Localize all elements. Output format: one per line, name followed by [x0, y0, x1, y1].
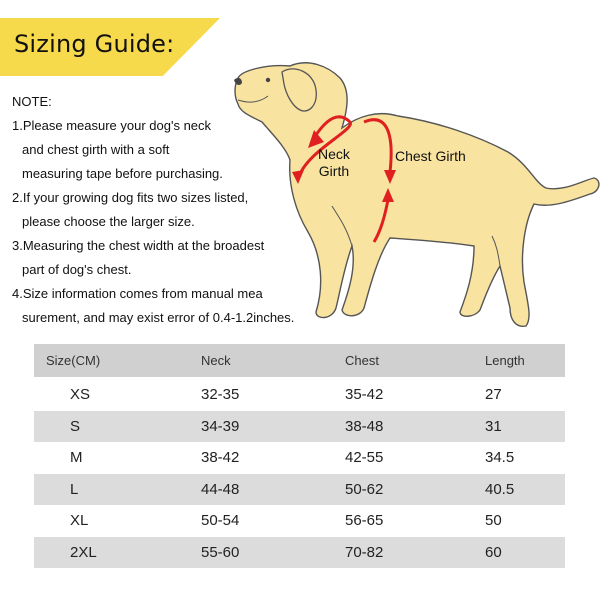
dog-diagram: [228, 56, 600, 336]
size-cell: L: [70, 480, 79, 498]
note-line: 1.Please measure your dog's neck: [12, 118, 212, 133]
chest-cell: 38-48: [345, 417, 384, 435]
dog-illustration: [228, 56, 600, 336]
chest-cell: 42-55: [345, 449, 384, 467]
table-header-row: [34, 344, 565, 377]
neck-cell: 34-39: [201, 417, 240, 435]
neck-label-line: Girth: [318, 163, 350, 179]
size-cell: M: [70, 449, 83, 467]
length-cell: 60: [485, 543, 502, 561]
chest-cell: 70-82: [345, 543, 384, 561]
header-size: Size(CM): [46, 353, 101, 368]
neck-girth-label: [318, 146, 350, 180]
neck-label-line: Neck: [318, 146, 350, 162]
header-chest: Chest: [345, 353, 379, 368]
table-row: [34, 379, 565, 411]
size-cell: XS: [70, 386, 91, 404]
neck-cell: 44-48: [201, 480, 240, 498]
size-cell: 2XL: [70, 543, 97, 561]
header-length: Length: [485, 353, 525, 368]
header-neck: Neck: [201, 353, 231, 368]
table-row: [34, 442, 565, 474]
length-cell: 27: [485, 386, 502, 404]
table-row: [34, 537, 565, 569]
neck-cell: 50-54: [201, 512, 240, 530]
note-line: measuring tape before purchasing.: [22, 166, 223, 181]
note-line: please choose the larger size.: [22, 214, 195, 229]
dog-eye: [266, 78, 270, 82]
table-row: [34, 474, 565, 506]
length-cell: 34.5: [485, 449, 515, 467]
size-cell: XL: [70, 512, 89, 530]
note-line: 3.Measuring the chest width at the broadest: [12, 238, 265, 253]
chest-girth-label: Chest Girth: [395, 148, 466, 164]
size-table: [34, 344, 565, 568]
notes-heading: NOTE:: [12, 94, 52, 109]
page-title: Sizing Guide:: [14, 30, 175, 58]
table-row: [34, 505, 565, 537]
table-row: [34, 411, 565, 443]
neck-cell: 32-35: [201, 386, 240, 404]
length-cell: 40.5: [485, 480, 515, 498]
note-line: surement, and may exist error of 0.4-1.2inches.: [22, 310, 295, 325]
chest-cell: 50-62: [345, 480, 384, 498]
dog-body-shape: [235, 63, 599, 327]
note-line: 2.If your growing dog fits two sizes listed,: [12, 190, 249, 205]
note-line: part of dog's chest.: [22, 262, 132, 277]
neck-cell: 38-42: [201, 449, 240, 467]
neck-cell: 55-60: [201, 543, 240, 561]
note-line: 4.Size information comes from manual mea: [12, 286, 263, 301]
chest-cell: 35-42: [345, 386, 384, 404]
length-cell: 50: [485, 512, 502, 530]
note-line: and chest girth with a soft: [22, 142, 170, 157]
length-cell: 31: [485, 417, 502, 435]
size-cell: S: [70, 417, 81, 435]
chest-cell: 56-65: [345, 512, 384, 530]
